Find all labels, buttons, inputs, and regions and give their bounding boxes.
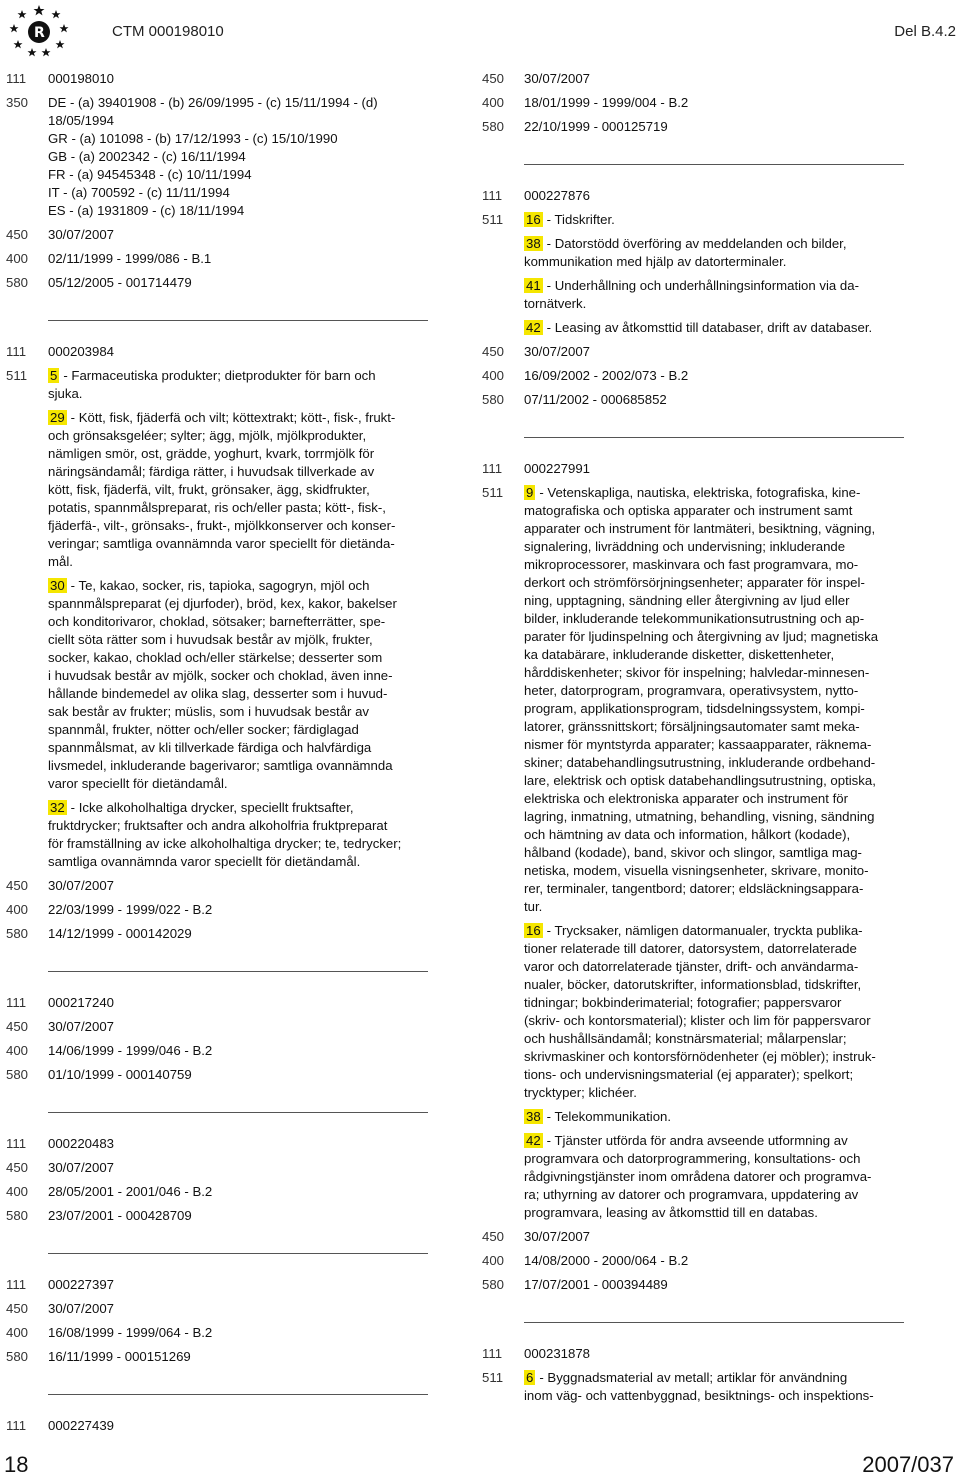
class-text: - Trycksaker, nämligen datormanualer, tryckta publika- xyxy=(546,923,863,938)
text-line: 28/05/2001 - 2001/046 - B.2 xyxy=(48,1184,213,1199)
field-entry xyxy=(482,1228,912,1246)
text-line: 000217240 xyxy=(48,995,115,1010)
text-line: skrivmaskiner och kontorsförnödenheter (ej möbler); instruk- xyxy=(524,1049,876,1064)
text-line: spannmålsmat, av kli tillverkade färdiga och halvfärdiga xyxy=(48,740,372,755)
field-code: 111 xyxy=(6,344,27,359)
field-code: 400 xyxy=(482,368,505,383)
text-line: 000227876 xyxy=(524,188,591,203)
text-line: ciellt söta rätter som i huvudsak består av mjölk, frukter, xyxy=(48,632,373,647)
goods-class-entry xyxy=(6,577,446,793)
field-code: 400 xyxy=(6,902,29,917)
entry-separator xyxy=(48,320,428,321)
class-text: - Tidskrifter. xyxy=(546,212,615,227)
text-line: näringsändamål; färdiga rätter, i huvudsak tillverkade av xyxy=(48,464,375,479)
field-code: 450 xyxy=(6,1019,29,1034)
text-line: 000227439 xyxy=(48,1418,115,1433)
field-code: 450 xyxy=(6,1301,29,1316)
text-line: 14/12/1999 - 000142029 xyxy=(48,926,192,941)
class-text: - Farmaceutiska produkter; dietprodukter för barn och xyxy=(63,368,376,383)
text-line: mål. xyxy=(48,554,73,569)
text-line: hålband (kodade), band, skivor och slingor, samtliga mag- xyxy=(524,845,862,860)
goods-class-entry xyxy=(6,799,446,871)
field-code: 111 xyxy=(6,1136,27,1151)
field-entry xyxy=(6,1066,446,1084)
text-line: fjäderfä-, vilt-, grönsaks-, frukt-, mjölkkonserver och konser- xyxy=(48,518,396,533)
field-code: 511 xyxy=(482,212,504,227)
text-line: rådgivningstjänster inom områdena datorer och programva- xyxy=(524,1169,872,1184)
text-line xyxy=(524,1132,912,1150)
text-line: signalering, livräddning och undervisning; inkluderande xyxy=(524,539,846,554)
field-code: 400 xyxy=(6,1325,29,1340)
field-code: 511 xyxy=(6,368,28,383)
field-code: 580 xyxy=(482,392,505,407)
class-number-badge: 16 xyxy=(526,923,541,938)
field-entry xyxy=(482,70,912,88)
text-line: derkort och strömförsörjningsenheter; apparater för inspel- xyxy=(524,575,865,590)
class-text: - Icke alkoholhaltiga drycker, speciellt fruktsafter, xyxy=(70,800,354,815)
text-line: och hämtning av data och information, hålkort (kodade), xyxy=(524,827,851,842)
goods-class-entry xyxy=(482,484,912,916)
field-code: 450 xyxy=(482,71,505,86)
goods-class-entry xyxy=(482,1108,912,1126)
field-entry xyxy=(482,460,912,478)
goods-class-entry xyxy=(482,211,912,229)
field-code: 350 xyxy=(6,95,29,110)
field-entry xyxy=(6,877,446,895)
text-line: DE - (a) 39401908 - (b) 26/09/1995 - (c) 15/11/1994 - (d) xyxy=(48,95,378,110)
text-line: FR - (a) 94545348 - (c) 10/11/1994 xyxy=(48,167,252,182)
field-code: 111 xyxy=(482,188,503,203)
text-line: 14/08/2000 - 2000/064 - B.2 xyxy=(524,1253,689,1268)
field-entry xyxy=(6,1348,446,1366)
text-line xyxy=(524,277,912,295)
field-code: 450 xyxy=(6,227,29,242)
text-line xyxy=(524,319,912,337)
class-number-badge: 42 xyxy=(526,1133,541,1148)
text-line: och grönsaksgeléer; sylter; ägg, mjölk, mjölkprodukter, xyxy=(48,428,367,443)
svg-text:R: R xyxy=(34,25,45,41)
entry-separator xyxy=(48,1112,428,1113)
text-line: sjuka. xyxy=(48,386,83,401)
text-line: samtliga ovannämnda varor speciellt för dietändamål. xyxy=(48,854,361,869)
text-line: 07/11/2002 - 000685852 xyxy=(524,392,667,407)
text-line: 23/07/2001 - 000428709 xyxy=(48,1208,192,1223)
text-line: nualer, böcker, datorutskrifter, informationsblad, tidskrifter, xyxy=(524,977,862,992)
goods-class-entry xyxy=(482,1369,912,1405)
text-line xyxy=(48,577,446,595)
text-line: 000220483 xyxy=(48,1136,115,1151)
field-code: 580 xyxy=(6,926,29,941)
field-code: 580 xyxy=(6,1067,29,1082)
goods-class-entry xyxy=(482,1132,912,1222)
goods-class-entry xyxy=(482,319,912,337)
text-line: varor speciellt för dietändamål. xyxy=(48,776,228,791)
text-line: och konditorivaror, choklad, sötsaker; barnefterrätter, spe- xyxy=(48,614,386,629)
field-entry xyxy=(6,274,446,292)
field-entry xyxy=(6,1135,446,1153)
text-line: 30/07/2007 xyxy=(48,1019,115,1034)
field-entry xyxy=(6,925,446,943)
text-line: tions- och undervisningsmaterial (ej apparater); spelkort; xyxy=(524,1067,854,1082)
class-number-badge: 9 xyxy=(526,485,534,500)
text-line: 14/06/1999 - 1999/046 - B.2 xyxy=(48,1043,213,1058)
text-line: tidningar; bokbinderimaterial; fotografier; pappersvaror xyxy=(524,995,842,1010)
text-line: 16/11/1999 - 000151269 xyxy=(48,1349,191,1364)
class-number-badge: 6 xyxy=(526,1370,534,1385)
text-line: GR - (a) 101098 - (b) 17/12/1993 - (c) 15/10/1990 xyxy=(48,131,338,146)
field-code: 111 xyxy=(6,1418,27,1433)
field-code: 111 xyxy=(6,71,27,86)
field-code: 400 xyxy=(6,1043,29,1058)
text-line: mikroprocessorer, maskinvara och fast programvara, mo- xyxy=(524,557,859,572)
text-line: 18/05/1994 xyxy=(48,113,115,128)
text-line: hållande bindemedel av olika slag, desserter som i huvud- xyxy=(48,686,388,701)
text-line: 000231878 xyxy=(524,1346,591,1361)
field-entry xyxy=(482,391,912,409)
text-line: sak består av frukter; müslis, som i huvudsak består av xyxy=(48,704,370,719)
field-code: 450 xyxy=(482,344,505,359)
text-line: latorer, gränssnittskort; försäljningsautomater samt meka- xyxy=(524,719,860,734)
text-line: program, applikationsprogram, tidsdelningssystem, kompi- xyxy=(524,701,865,716)
right-column xyxy=(482,70,912,1411)
text-line: 22/10/1999 - 000125719 xyxy=(524,119,668,134)
text-line xyxy=(48,799,446,817)
text-line xyxy=(524,484,912,502)
page-number: 18 xyxy=(4,1452,29,1477)
text-line xyxy=(48,367,446,385)
field-entry xyxy=(6,343,446,361)
class-text: - Telekommunikation. xyxy=(546,1109,672,1124)
text-line: nismer för myntstyrda apparater; kassaapparater, räknema- xyxy=(524,737,872,752)
goods-class-entry xyxy=(482,277,912,313)
text-line: hårddiskenheter; skivor för inspelning; halvledar-minnesen- xyxy=(524,665,870,680)
text-line: spannmålspreparat (ej djurfoder), bröd, kex, kakor, bakelser xyxy=(48,596,397,611)
goods-class-entry xyxy=(6,367,446,403)
class-number-badge: 32 xyxy=(50,800,65,815)
text-line: 000227991 xyxy=(524,461,591,476)
class-number-badge: 41 xyxy=(526,278,541,293)
entry-separator xyxy=(48,1394,428,1395)
field-entry xyxy=(6,1183,446,1201)
text-line: ra; uthyrning av datorer och programvara, uppdatering av xyxy=(524,1187,859,1202)
text-line: 30/07/2007 xyxy=(524,344,591,359)
field-entry xyxy=(482,118,912,136)
field-entry xyxy=(6,250,446,268)
text-line xyxy=(524,211,912,229)
class-text: - Datorstödd överföring av meddelanden och bilder, xyxy=(546,236,847,251)
text-line: veringar; samtliga ovannämnda varor speciellt för dietända- xyxy=(48,536,395,551)
text-line: 30/07/2007 xyxy=(48,1301,115,1316)
class-number-badge: 38 xyxy=(526,236,541,251)
text-line: 30/07/2007 xyxy=(524,1229,591,1244)
field-code: 580 xyxy=(482,1277,505,1292)
text-line: 22/03/1999 - 1999/022 - B.2 xyxy=(48,902,213,917)
text-line: matografiska och optiska apparater och instrument samt xyxy=(524,503,853,518)
text-line: 30/07/2007 xyxy=(48,878,115,893)
text-line: apparater och instrument för lantmäteri, besiktning, vägning, xyxy=(524,521,876,536)
page-header xyxy=(0,0,960,62)
text-line: 30/07/2007 xyxy=(524,71,591,86)
class-text: - Tjänster utförda för andra avseende utformning av xyxy=(546,1133,848,1148)
field-entry xyxy=(6,226,446,244)
field-code: 111 xyxy=(6,1277,27,1292)
text-line xyxy=(48,409,446,427)
field-entry xyxy=(6,1018,446,1036)
text-line: potatis, spannmålspreparat, ris och/eller pasta; kött-, fisk-, xyxy=(48,500,386,515)
field-code: 580 xyxy=(6,1349,29,1364)
field-entry xyxy=(6,1417,446,1435)
field-entry xyxy=(6,1300,446,1318)
field-entry xyxy=(482,1345,912,1363)
field-code: 580 xyxy=(6,1208,29,1223)
class-text: - Vetenskapliga, nautiska, elektriska, fotografiska, kine- xyxy=(539,485,861,500)
field-entry xyxy=(6,994,446,1012)
class-number-badge: 5 xyxy=(50,368,58,383)
entry-separator xyxy=(48,1253,428,1254)
text-line: 000227397 xyxy=(48,1277,115,1292)
text-line: 05/12/2005 - 001714479 xyxy=(48,275,192,290)
field-entry xyxy=(482,367,912,385)
class-text: - Underhållning och underhållningsinformation via da- xyxy=(546,278,859,293)
text-line: parater för ljudinspelning och återgivning av ljud; magnetiska xyxy=(524,629,879,644)
text-line: 30/07/2007 xyxy=(48,1160,115,1175)
field-code: 111 xyxy=(482,1346,503,1361)
field-code: 450 xyxy=(6,1160,29,1175)
text-line xyxy=(524,1108,912,1126)
class-number-badge: 16 xyxy=(526,212,541,227)
text-line xyxy=(524,235,912,253)
class-text: - Te, kakao, socker, ris, tapioka, sagogryn, mjöl och xyxy=(70,578,370,593)
field-entry xyxy=(6,1042,446,1060)
text-line: trycktyper; klichéer. xyxy=(524,1085,637,1100)
text-line: 16/08/1999 - 1999/064 - B.2 xyxy=(48,1325,213,1340)
text-line: 18/01/1999 - 1999/004 - B.2 xyxy=(524,95,689,110)
text-line: 30/07/2007 xyxy=(48,227,115,242)
field-entry xyxy=(482,187,912,205)
field-code: 400 xyxy=(482,1253,505,1268)
ohim-logo-icon xyxy=(4,2,74,60)
goods-class-entry xyxy=(6,409,446,571)
text-line: IT - (a) 700592 - (c) 11/11/1994 xyxy=(48,185,230,200)
text-line: för framställning av icke alkoholhaltiga drycker; te, tedrycker; xyxy=(48,836,402,851)
field-code: 111 xyxy=(6,995,27,1010)
field-code: 511 xyxy=(482,485,504,500)
field-entry xyxy=(6,1324,446,1342)
text-line: inom väg- och vattenbyggnad, besiktnings- och inspektions- xyxy=(524,1388,874,1403)
field-code: 450 xyxy=(6,878,29,893)
text-line: rer, terminaler, tangentbord; datorer; eldsläckningsappara- xyxy=(524,881,864,896)
text-line: 02/11/1999 - 1999/086 - B.1 xyxy=(48,251,212,266)
text-line: programvara, leasing av åtkomsttid till en databas. xyxy=(524,1205,818,1220)
text-line: ES - (a) 1931809 - (c) 18/11/1994 xyxy=(48,203,245,218)
text-line: lare, elektrisk och optisk databehandlingsutrustning, optiska, xyxy=(524,773,876,788)
field-code: 450 xyxy=(482,1229,505,1244)
section-label: Del B.4.2 xyxy=(894,23,956,40)
left-column xyxy=(6,70,446,1441)
goods-class-entry xyxy=(482,922,912,1102)
text-line: kommunikation med hjälp av datorterminaler. xyxy=(524,254,787,269)
field-entry xyxy=(6,1276,446,1294)
entry-separator xyxy=(48,971,428,972)
text-line: kött, fisk, fjäderfä, vilt, frukt, grönsaker, ägg, skidfrukter, xyxy=(48,482,370,497)
field-code: 580 xyxy=(6,275,29,290)
text-line: elektriska och elektroniska apparater och instrument för xyxy=(524,791,848,806)
field-code: 400 xyxy=(6,1184,29,1199)
text-line: spannmål, frukter, nötter och/eller socker; färdiglagad xyxy=(48,722,359,737)
field-code: 400 xyxy=(482,95,505,110)
text-line: 000198010 xyxy=(48,71,115,86)
text-line: bilder, inkluderande telekommunikationsutrustning och ap- xyxy=(524,611,865,626)
field-code: 111 xyxy=(482,461,503,476)
class-text: - Byggnadsmaterial av metall; artiklar för användning xyxy=(539,1370,848,1385)
text-line: (skriv- och kontorsmaterial); klister och lim för pappersvaror xyxy=(524,1013,871,1028)
text-line: skiner; databehandlingsutrustning, inkluderande ordbehand- xyxy=(524,755,876,770)
class-number-badge: 42 xyxy=(526,320,541,335)
class-number-badge: 29 xyxy=(50,410,65,425)
text-line: nämligen smör, ost, grädde, yoghurt, kvark, torrmjölk för xyxy=(48,446,375,461)
text-line: varor och datorrelaterade tjänster, drift- och användarma- xyxy=(524,959,859,974)
field-entry xyxy=(6,1207,446,1225)
class-number-badge: 30 xyxy=(50,578,65,593)
field-code: 511 xyxy=(482,1370,504,1385)
text-line: 16/09/2002 - 2002/073 - B.2 xyxy=(524,368,689,383)
bulletin-issue: 2007/037 xyxy=(862,1452,954,1477)
text-line: fruktdrycker; fruktsafter och andra alkoholfria fruktpreparat xyxy=(48,818,388,833)
document-id: CTM 000198010 xyxy=(112,23,224,40)
text-line: tur. xyxy=(524,899,543,914)
field-entry xyxy=(6,70,446,88)
field-entry xyxy=(482,1252,912,1270)
field-entry xyxy=(482,343,912,361)
text-line: tioner relaterade till datorer, datorsystem, datorrelaterade xyxy=(524,941,857,956)
text-line: 01/10/1999 - 000140759 xyxy=(48,1067,192,1082)
goods-class-entry xyxy=(482,235,912,271)
text-line: 000203984 xyxy=(48,344,115,359)
field-entry xyxy=(482,94,912,112)
text-line: ka databärare, inkluderande disketter, diskettenheter, xyxy=(524,647,835,662)
entry-separator xyxy=(524,164,904,165)
text-line: i huvudsak består av mjölk, socker och choklad, även inne- xyxy=(48,668,393,683)
text-line: och hushållsändamål; konstnärsmaterial; målarpenslar; xyxy=(524,1031,847,1046)
entry-separator xyxy=(524,437,904,438)
class-number-badge: 38 xyxy=(526,1109,541,1124)
text-line: heter, datorprogram, programvara, operativsystem, nytto- xyxy=(524,683,859,698)
text-line xyxy=(524,1369,912,1387)
class-text: - Leasing av åtkomsttid till databaser, drift av databaser. xyxy=(546,320,873,335)
text-line: netiska, modem, visuella visningsenheter, skrivare, monito- xyxy=(524,863,869,878)
text-line xyxy=(524,922,912,940)
text-line: ning, upptagning, sändning eller återgivning av ljud eller xyxy=(524,593,850,608)
field-code: 580 xyxy=(482,119,505,134)
text-line: livsmedel, inkluderande bagerivaror; samtliga ovannämnda xyxy=(48,758,393,773)
text-line: tornätverk. xyxy=(524,296,587,311)
text-line: programvara och datorprogrammering, konsultations- och xyxy=(524,1151,861,1166)
text-line: GB - (a) 2002342 - (c) 16/11/1994 xyxy=(48,149,246,164)
field-entry xyxy=(6,901,446,919)
text-line: socker, kakao, choklad och/eller stärkelse; desserter som xyxy=(48,650,383,665)
entry-separator xyxy=(524,1322,904,1323)
class-text: - Kött, fisk, fjäderfä och vilt; köttextrakt; kött-, fisk-, frukt- xyxy=(70,410,396,425)
field-code: 400 xyxy=(6,251,29,266)
field-entry xyxy=(6,1159,446,1177)
field-entry xyxy=(482,1276,912,1294)
text-line: 17/07/2001 - 000394489 xyxy=(524,1277,668,1292)
text-line: lagring, inmatning, utmatning, behandling, visning, sändning xyxy=(524,809,875,824)
field-entry xyxy=(6,94,446,220)
